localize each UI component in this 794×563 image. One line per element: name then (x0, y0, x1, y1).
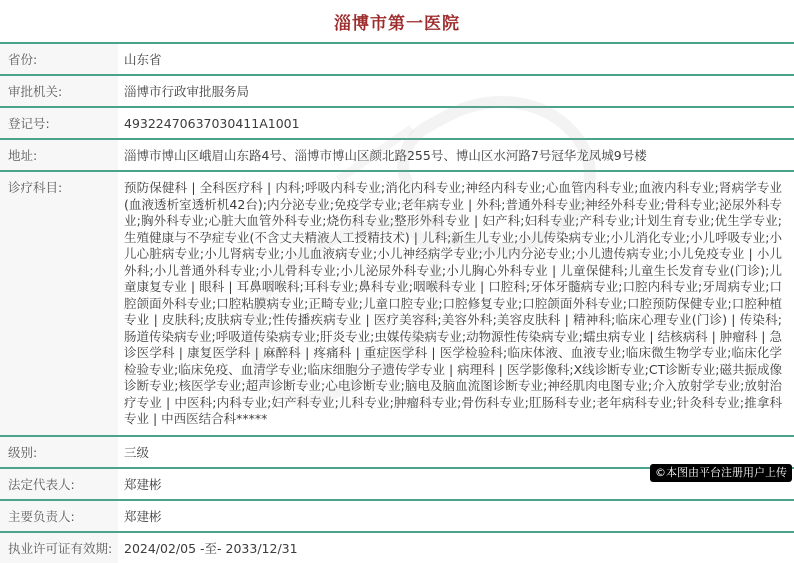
hospital-info-table (0, 42, 794, 563)
row-value: 2024/02/05 -至- 2033/12/31 (124, 540, 298, 556)
row-value: 淄博市行政审批服务局 (124, 84, 250, 99)
row-value: 郑建彬 (124, 476, 162, 492)
table-row-address (0, 138, 794, 170)
copyright-badge (650, 464, 792, 482)
row-label: 审批机关: (0, 76, 118, 106)
table-row-license-validity (0, 531, 794, 563)
table-row-province (0, 42, 794, 74)
page-title: 淄博市第一医院 (334, 14, 460, 34)
table-row-registration-number (0, 106, 794, 138)
row-value: 淄博市博山区峨眉山东路4号、淄博市博山区颜北路255号、博山区水河路7号冠华龙凤城9号楼 (124, 148, 647, 163)
table-row-approval-authority (0, 74, 794, 106)
table-row-principal-person (0, 499, 794, 531)
row-label: 法定代表人: (0, 469, 118, 499)
row-label: 主要负责人: (0, 501, 118, 531)
table-row-medical-departments (0, 170, 794, 435)
row-value: 山东省 (124, 52, 162, 67)
copyright-badge-text: ©本图由平台注册用户上传 (655, 466, 787, 479)
row-label: 登记号: (0, 108, 118, 138)
row-value: 三级 (124, 444, 150, 460)
row-label: 诊疗科目: (0, 172, 118, 435)
row-label: 地址: (0, 140, 118, 170)
row-label: 省份: (0, 44, 118, 74)
row-value: 预防保健科 | 全科医疗科 | 内科;呼吸内科专业;消化内科专业;神经内科专业;心血管内科专业;血液内科专业;肾病学专业(血液透析室透析机42台);内分泌专业;免疫学专业;老年病专业 | 外科;普通外科专业;神经外科专业;骨科专业;泌尿外科专业;胸外科专业;心脏大血管外科专业;烧伤科专业;整形外科专业 | 妇产科;妇科专业;产科专业;计划生育专业;优生学专业;生殖健康与不孕症专业(不含丈夫精液人工授精技术) | 儿科;新生儿专业;小儿传染病专业;小儿消化专业;小儿呼吸专业;小儿心脏病专业;小儿肾病专业;小儿血液病专业;小儿神经病学专业;小儿内分泌专业;小儿遗传病专业;小儿免疫专业 | 小儿外科;小儿普通外科专业;小儿骨科专业;小儿泌尿外科专业;小儿胸心外科专业 | 儿童保健科;儿童生长发育专业(门诊);儿童康复专业 | 眼科 | 耳鼻咽喉科;耳科专业;鼻科专业;咽喉科专业 | 口腔科;牙体牙髓病专业;口腔内科专业;牙周病专业;口腔颌面外科专业;口腔粘膜病专业;正畸专业;儿童口腔专业;口腔修复专业;口腔颌面外科专业;口腔预防保健专业;口腔种植专业 | 皮肤科;皮肤病专业;性传播疾病专业 | 医疗美容科;美容外科;美容皮肤科 | 精神科;临床心理专业(门诊) | 传染科;肠道传染病专业;呼吸道传染病专业;肝炎专业;虫媒传染病专业;动物源性传染病专业;蠕虫病专业 | 结核病科 | 肿瘤科 | 急诊医学科 | 康复医学科 | 麻醉科 | 疼痛科 | 重症医学科 | 医学检验科;临床体液、血液专业;临床微生物学专业;临床化学检验专业;临床免疫、血清学专业;临床细胞分子遗传学专业 | 病理科 | 医学影像科;X线诊断专业;CT诊断专业;磁共振成像诊断专业;核医学专业;超声诊断专业;心电诊断专业;脑电及脑血流图诊断专业;神经肌肉电图专业;介入放射学专业;放射治疗专业 | 中医科;内科专业;妇产科专业;儿科专业;肿瘤科专业;骨伤科专业;肛肠科专业;老年病科专业;针灸科专业;推拿科专业 | 中西医结合科***** (124, 180, 782, 426)
row-value: 郑建彬 (124, 508, 162, 524)
row-label: 执业许可证有效期: (0, 533, 118, 563)
row-value: 49322470637030411A1001 (124, 116, 300, 131)
row-label: 级别: (0, 437, 118, 467)
table-row-level (0, 435, 794, 467)
